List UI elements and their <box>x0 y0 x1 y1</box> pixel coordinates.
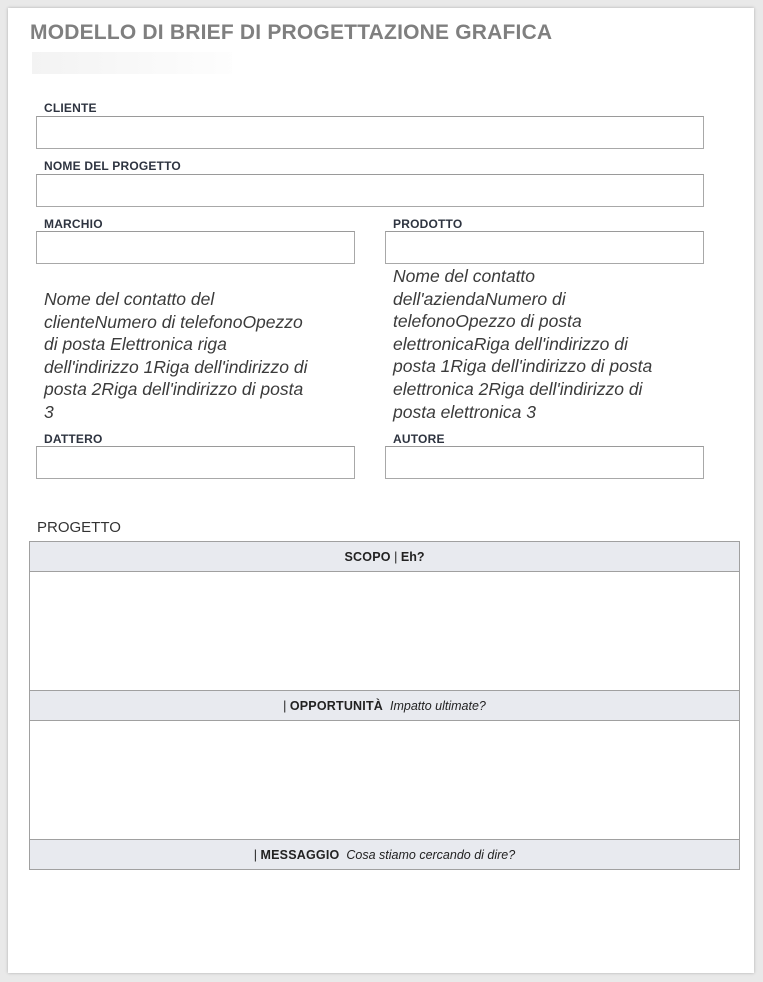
company-contact-line: elettronica 2Riga dell'indirizzo di <box>393 378 643 399</box>
page-title: MODELLO DI BRIEF DI PROGETTAZIONE GRAFICA <box>30 21 553 44</box>
document-page <box>8 8 754 973</box>
progetto-section-label: PROGETTO <box>37 519 121 536</box>
autore-field[interactable] <box>385 446 704 479</box>
marchio-label: MARCHIO <box>44 217 103 231</box>
autore-label: AUTORE <box>393 432 445 446</box>
opportunita-content-area[interactable] <box>30 721 739 840</box>
messaggio-question: Cosa stiamo cercando di dire? <box>346 847 516 862</box>
client-contact-line: posta 2Riga dell'indirizzo di posta <box>44 379 304 400</box>
company-contact-line: elettronicaRiga dell'indirizzo di <box>393 333 628 354</box>
row-prefix: | <box>253 847 261 862</box>
messaggio-header <box>30 840 739 869</box>
client-contact-line: dell'indirizzo 1Riga dell'indirizzo di <box>44 356 308 377</box>
opportunita-label: OPPORTUNITÀ <box>289 698 384 713</box>
cliente-field[interactable] <box>36 116 704 149</box>
nome-progetto-label: NOME DEL PROGETTO <box>44 159 181 173</box>
row-separator <box>339 848 346 862</box>
client-contact-line: Nome del contatto del <box>44 289 215 309</box>
opportunita-header <box>30 691 739 721</box>
company-contact-line: dell'aziendaNumero di <box>393 288 566 309</box>
dattero-field[interactable] <box>36 446 355 479</box>
opportunita-question: Impatto ultimate? <box>389 698 486 713</box>
cliente-label: CLIENTE <box>44 101 97 115</box>
client-contact-line: di posta Elettronica riga <box>44 334 227 355</box>
client-contact-line: clienteNumero di telefonoOpezzo <box>44 311 303 332</box>
row-separator: | <box>390 549 401 564</box>
scopo-content-area[interactable] <box>30 572 739 691</box>
company-contact-line: posta elettronica 3 <box>393 401 537 422</box>
company-contact-block[interactable] <box>393 265 713 423</box>
row-prefix: | <box>283 698 290 713</box>
row-separator <box>383 699 390 713</box>
prodotto-field[interactable] <box>385 231 704 264</box>
client-contact-block[interactable] <box>44 288 364 424</box>
title-decoration <box>32 52 232 74</box>
dattero-label: DATTERO <box>44 432 103 446</box>
scopo-header <box>30 542 739 572</box>
project-table <box>29 541 740 870</box>
nome-progetto-field[interactable] <box>36 174 704 207</box>
messaggio-label: MESSAGGIO <box>260 847 340 862</box>
scopo-question: Eh? <box>400 549 425 564</box>
marchio-field[interactable] <box>36 231 355 264</box>
client-contact-line: 3 <box>44 401 54 422</box>
company-contact-line: posta 1Riga dell'indirizzo di posta <box>393 356 653 377</box>
company-contact-line: telefonoOpezzo di posta <box>393 311 582 332</box>
scopo-label: SCOPO <box>344 549 391 564</box>
prodotto-label: PRODOTTO <box>393 217 463 231</box>
company-contact-line: Nome del contatto <box>393 266 536 286</box>
